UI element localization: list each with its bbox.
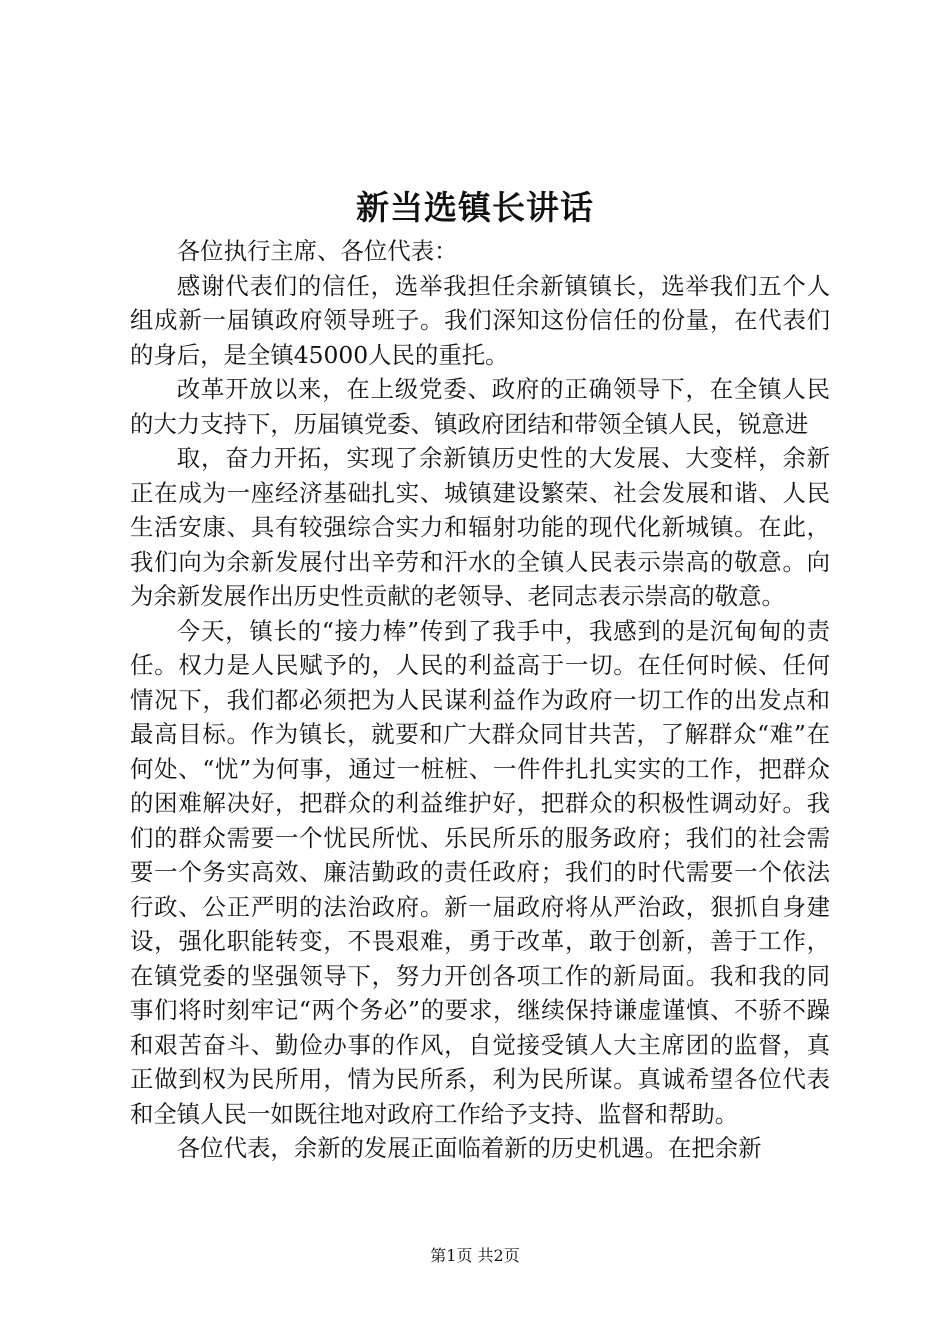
- document-title: 新当选镇长讲话: [356, 188, 594, 227]
- paragraph-achievements: 取，奋力开拓，实现了余新镇历史性的大发展、大变样，余新正在成为一座经济基础扎实、城镇建设繁荣、社会发展和谐、人民生活安康、具有较强综合实力和辐射功能的现代化新城镇。在此，我们向为余新发展付出辛劳和汗水的全镇人民表示崇高的敬意。向为余新发展作出历史性贡献的老领导、老同志表示崇高的敬意。: [130, 444, 830, 610]
- document-body: [130, 234, 830, 1166]
- paragraph-thanks: 感谢代表们的信任，选举我担任余新镇镇长，选举我们五个人组成新一届镇政府领导班子。我们深知这份信任的份量，在代表们的身后，是全镇45000人民的重托。: [130, 271, 830, 369]
- paragraph-reform: 改革开放以来，在上级党委、政府的正确领导下，在全镇人民的大力支持下，历届镇党委、镇政府团结和带领全镇人民，锐意进: [130, 375, 830, 438]
- paragraph-opportunity: 各位代表，余新的发展正面临着新的历史机遇。在把余新: [176, 1134, 762, 1162]
- page-number: 第1页 共2页: [430, 1246, 520, 1265]
- paragraph-salutation: 各位执行主席、各位代表：: [176, 237, 458, 265]
- paragraph-responsibility: 今天，镇长的“接力棒”传到了我手中，我感到的是沉甸甸的责任。权力是人民赋予的，人民的利益高于一切。在任何时候、任何情况下，我们都必须把为人民谋利益作为政府一切工作的出发点和最高目标。作为镇长，就要和广大群众同甘共苦，了解群众“难”在何处、“忧”为何事，通过一桩桩、一件件扎扎实实的工作，把群众的困难解决好，把群众的利益维护好，把群众的积极性调动好。我们的群众需要一个忧民所忧、乐民所乐的服务政府；我们的社会需要一个务实高效、廉洁勤政的责任政府；我们的时代需要一个依法行政、公正严明的法治政府。新一届政府将从严治政，狠抓自身建设，强化职能转变，不畏艰难，勇于改革，敢于创新，善于工作，在镇党委的坚强领导下，努力开创各项工作的新局面。我和我的同事们将时刻牢记“两个务必”的要求，继续保持谦虚谨慎、不骄不躁和艰苦奋斗、勤俭办事的作风，自觉接受镇人大主席团的监督，真正做到权为民所用，情为民所系，利为民所谋。真诚希望各位代表和全镇人民一如既往地对政府工作给予支持、监督和帮助。: [130, 616, 830, 1128]
